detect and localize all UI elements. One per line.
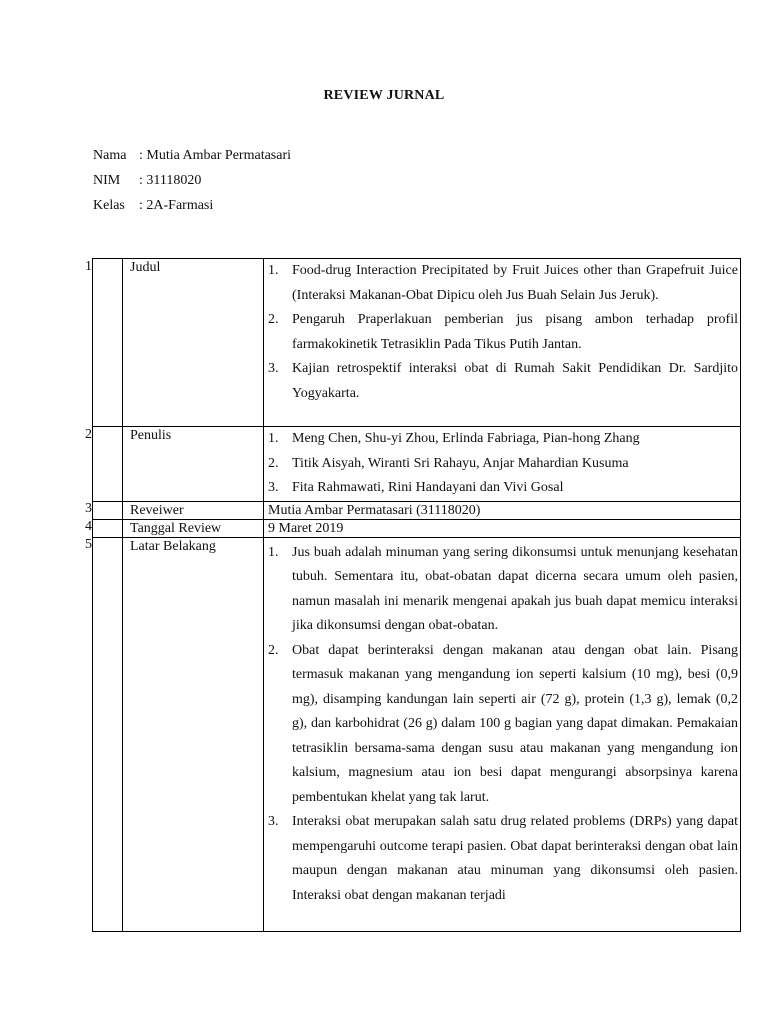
row-value: 9 Maret 2019	[264, 519, 741, 537]
row-value	[264, 259, 741, 427]
info-value: : 2A-Farmasi	[139, 198, 214, 213]
list-item: 3. Interaksi obat merupakan salah satu drug related problems (DRPs) yang dapat mempengaruhi outcome terapi pasien. Obat dapat berinteraksi dengan obat lain maupun dengan makanan atau minuman yang dikonsumsi oleh pasien. Interaksi obat dengan makanan terjadi	[268, 814, 738, 903]
row-number: 5	[85, 537, 92, 552]
row-number: 1	[85, 258, 92, 274]
info-label: NIM	[93, 173, 121, 188]
table-row	[68, 519, 741, 537]
info-nama	[93, 148, 291, 164]
info-value: : Mutia Ambar Permatasari	[139, 148, 292, 163]
list-item: 2. Obat dapat berinteraksi dengan makanan atau dengan obat lain. Pisang termasuk makanan yang mengandung ion seperti kalsium (10 mg), besi (0,9 mg), disamping kandungan lain seperti air (72 g), protein (1,3 g), lemak (0,2 g), dan karbohidrat (26 g) dalam 100 g bagian yang dapat dimakan. Pemakaian tetrasiklin bersama-sama dengan susu atau makanan yang mengandung ion kalsium, magnesium atau ion besi dapat mengurangi absorpsinya karena pembentukan khelat yang tak larut.	[268, 642, 738, 805]
row-label: Tanggal Review	[123, 519, 264, 537]
info-kelas	[93, 198, 213, 214]
list-item: 2. Pengaruh Praperlakuan pemberian jus pisang ambon terhadap profil farmakokinetik Tetrasiklin Pada Tikus Putih Jantan.	[268, 312, 738, 352]
table-row	[68, 259, 741, 427]
list-item: 1. Jus buah adalah minuman yang sering dikonsumsi untuk menunjang kesehatan tubuh. Sementara itu, obat-obatan dapat dicerna secara umum oleh pasien, namun masalah ini menarik mengenai apakah jus buah dapat memicu interaksi jika dikonsumsi dengan obat-obatan.	[268, 544, 738, 633]
row-label: Latar Belakang	[123, 537, 264, 931]
row-box	[93, 501, 123, 519]
list-item: 3. Kajian retrospektif interaksi obat di Rumah Sakit Pendidikan Dr. Sardjito Yogyakarta.	[268, 361, 738, 401]
row-box	[93, 519, 123, 537]
row-label: Reveiwer	[123, 501, 264, 519]
row-value	[264, 427, 741, 502]
row-value	[264, 537, 741, 931]
row-value: Mutia Ambar Permatasari (31118020)	[264, 501, 741, 519]
info-label: Kelas	[93, 198, 125, 213]
table-row	[68, 537, 741, 931]
table-row	[68, 501, 741, 519]
info-nim	[93, 173, 201, 189]
row-number: 3	[85, 501, 92, 516]
info-label: Nama	[93, 148, 127, 163]
list-item: 2. Titik Aisyah, Wiranti Sri Rahayu, Anjar Mahardian Kusuma	[268, 455, 629, 471]
row-label: Judul	[123, 259, 264, 427]
row-label: Penulis	[123, 427, 264, 502]
row-box	[93, 427, 123, 502]
row-number: 4	[85, 519, 92, 534]
list-item: 3. Fita Rahmawati, Rini Handayani dan Vivi Gosal	[268, 480, 564, 495]
review-table	[68, 258, 741, 932]
row-number: 2	[85, 426, 92, 442]
row-box	[93, 537, 123, 931]
row-box	[93, 259, 123, 427]
document-title: REVIEW JURNAL	[323, 88, 445, 103]
info-value: : 31118020	[139, 173, 202, 188]
list-item: 1. Food-drug Interaction Precipitated by Fruit Juices other than Grapefruit Juice (Interaksi Makanan-Obat Dipicu oleh Jus Buah Selain Jus Jeruk).	[268, 263, 738, 303]
table-row	[68, 427, 741, 502]
list-item: 1. Meng Chen, Shu-yi Zhou, Erlinda Fabriaga, Pian-hong Zhang	[268, 431, 640, 446]
